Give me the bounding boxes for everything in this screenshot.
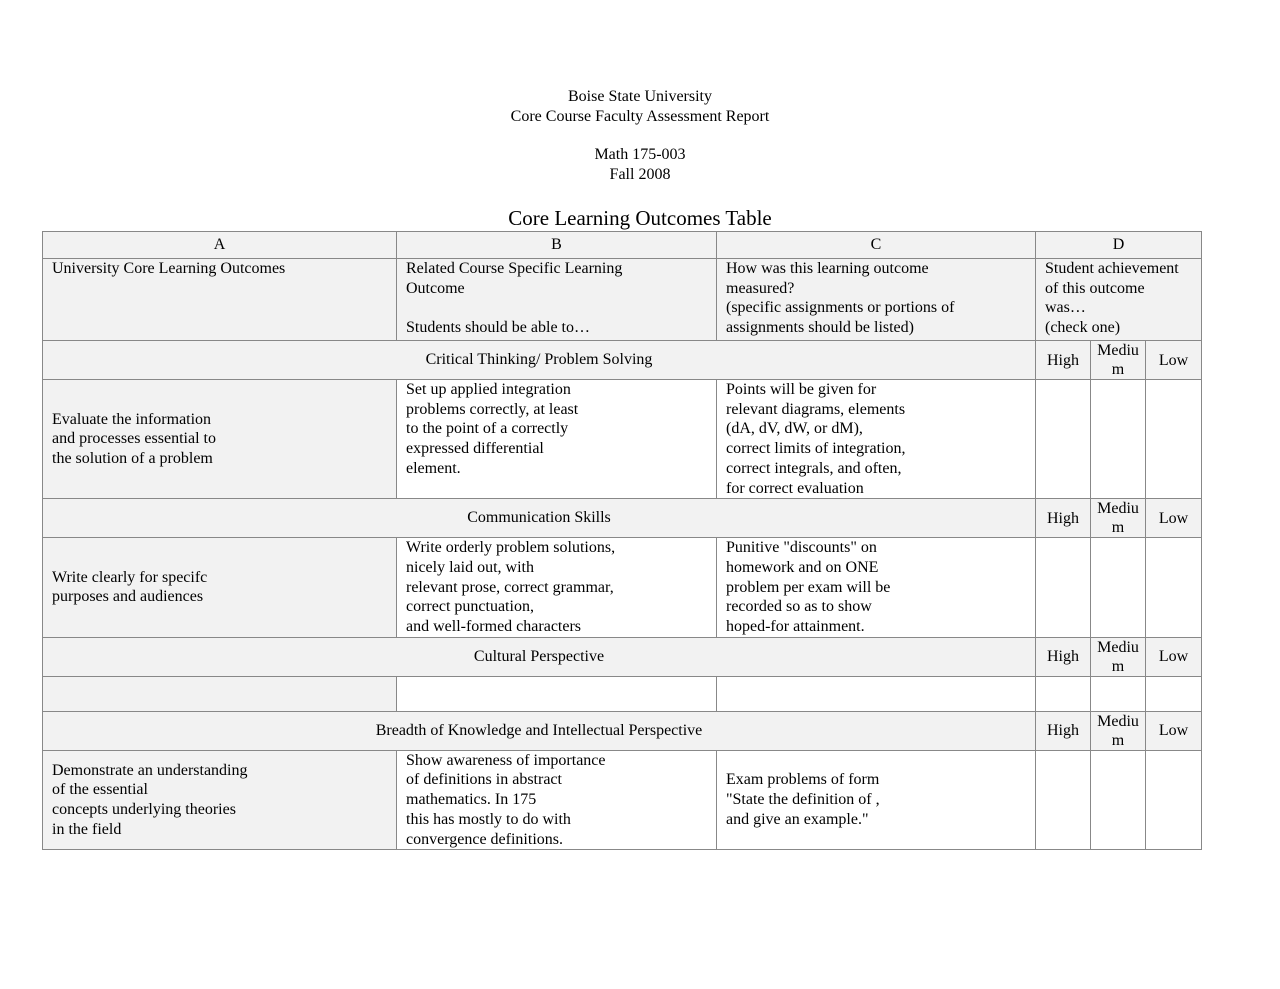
- section-header-row: [43, 341, 1202, 380]
- university-name: Boise State University: [568, 88, 712, 105]
- rating-low-cell[interactable]: [1146, 380, 1202, 499]
- rating-high-cell[interactable]: [1036, 380, 1091, 499]
- rating-low-label: Low: [1146, 711, 1202, 750]
- outcome-row: [43, 750, 1202, 850]
- section-title: Cultural Perspective: [43, 637, 1036, 676]
- measurement: [717, 676, 1036, 711]
- outcome-row: [43, 380, 1202, 499]
- rating-low-label: Low: [1146, 499, 1202, 538]
- rating-medium-cell[interactable]: [1091, 538, 1146, 638]
- course-outcome: Write orderly problem solutions, nicely laid out, with relevant prose, correct grammar, correct punctuation, and well-formed characters: [397, 538, 717, 638]
- rating-high-label: High: [1036, 711, 1091, 750]
- outcome-row: [43, 538, 1202, 638]
- rating-high-cell[interactable]: [1036, 676, 1091, 711]
- column-b-description: Related Course Specific Learning Outcome Students should be able to…: [397, 259, 717, 341]
- column-b-header: B: [397, 232, 717, 259]
- university-outcome: [43, 676, 397, 711]
- rating-medium-cell[interactable]: [1091, 676, 1146, 711]
- rating-medium-label: Mediu m: [1091, 499, 1146, 538]
- rating-medium-cell[interactable]: [1091, 750, 1146, 850]
- column-letter-row: [43, 232, 1202, 259]
- section-title: Communication Skills: [43, 499, 1036, 538]
- measurement: Punitive "discounts" on homework and on ONE problem per exam will be recorded so as to show hoped-for attainment.: [717, 538, 1036, 638]
- column-d-description: Student achievement of this outcome was… (check one): [1036, 259, 1202, 341]
- measurement: Points will be given for relevant diagrams, elements (dA, dV, dW, or dM), correct limits of integration, correct integrals, and often, for correct evaluation: [717, 380, 1036, 499]
- course-name: Math 175-003: [594, 146, 686, 163]
- column-d-header: D: [1036, 232, 1202, 259]
- section-header-row: [43, 499, 1202, 538]
- rating-medium-label: Mediu m: [1091, 341, 1146, 380]
- rating-high-label: High: [1036, 341, 1091, 380]
- university-outcome: Write clearly for specifc purposes and audiences: [43, 538, 397, 638]
- rating-medium-label: Mediu m: [1091, 637, 1146, 676]
- course-outcome: [397, 676, 717, 711]
- column-c-header: C: [717, 232, 1036, 259]
- rating-low-cell[interactable]: [1146, 750, 1202, 850]
- rating-low-label: Low: [1146, 637, 1202, 676]
- rating-high-cell[interactable]: [1036, 750, 1091, 850]
- column-a-description: University Core Learning Outcomes: [43, 259, 397, 341]
- table-title: Core Learning Outcomes Table: [508, 206, 772, 230]
- section-title: Critical Thinking/ Problem Solving: [43, 341, 1036, 380]
- semester: Fall 2008: [609, 166, 671, 183]
- rating-medium-label: Mediu m: [1091, 711, 1146, 750]
- rating-high-label: High: [1036, 499, 1091, 538]
- outcomes-table: [42, 231, 1202, 850]
- column-a-header: A: [43, 232, 397, 259]
- rating-low-cell[interactable]: [1146, 676, 1202, 711]
- university-outcome: Demonstrate an understanding of the essential concepts underlying theories in the field: [43, 750, 397, 850]
- report-name: Core Course Faculty Assessment Report: [510, 108, 770, 125]
- column-c-description: How was this learning outcome measured? (specific assignments or portions of assignments should be listed): [717, 259, 1036, 341]
- outcome-row: [43, 676, 1202, 711]
- rating-low-label: Low: [1146, 341, 1202, 380]
- rating-medium-cell[interactable]: [1091, 380, 1146, 499]
- rating-low-cell[interactable]: [1146, 538, 1202, 638]
- rating-high-cell[interactable]: [1036, 538, 1091, 638]
- university-outcome: Evaluate the information and processes essential to the solution of a problem: [43, 380, 397, 499]
- report-header: [0, 87, 1280, 185]
- rating-high-label: High: [1036, 637, 1091, 676]
- section-title: Breadth of Knowledge and Intellectual Perspective: [43, 711, 1036, 750]
- measurement: Exam problems of form "State the definition of , and give an example.": [717, 750, 1036, 850]
- column-description-row: [43, 259, 1202, 341]
- section-header-row: [43, 637, 1202, 676]
- course-outcome: Set up applied integration problems correctly, at least to the point of a correctly expressed differential element.: [397, 380, 717, 499]
- section-header-row: [43, 711, 1202, 750]
- course-outcome: Show awareness of importance of definitions in abstract mathematics. In 175 this has mostly to do with convergence definitions.: [397, 750, 717, 850]
